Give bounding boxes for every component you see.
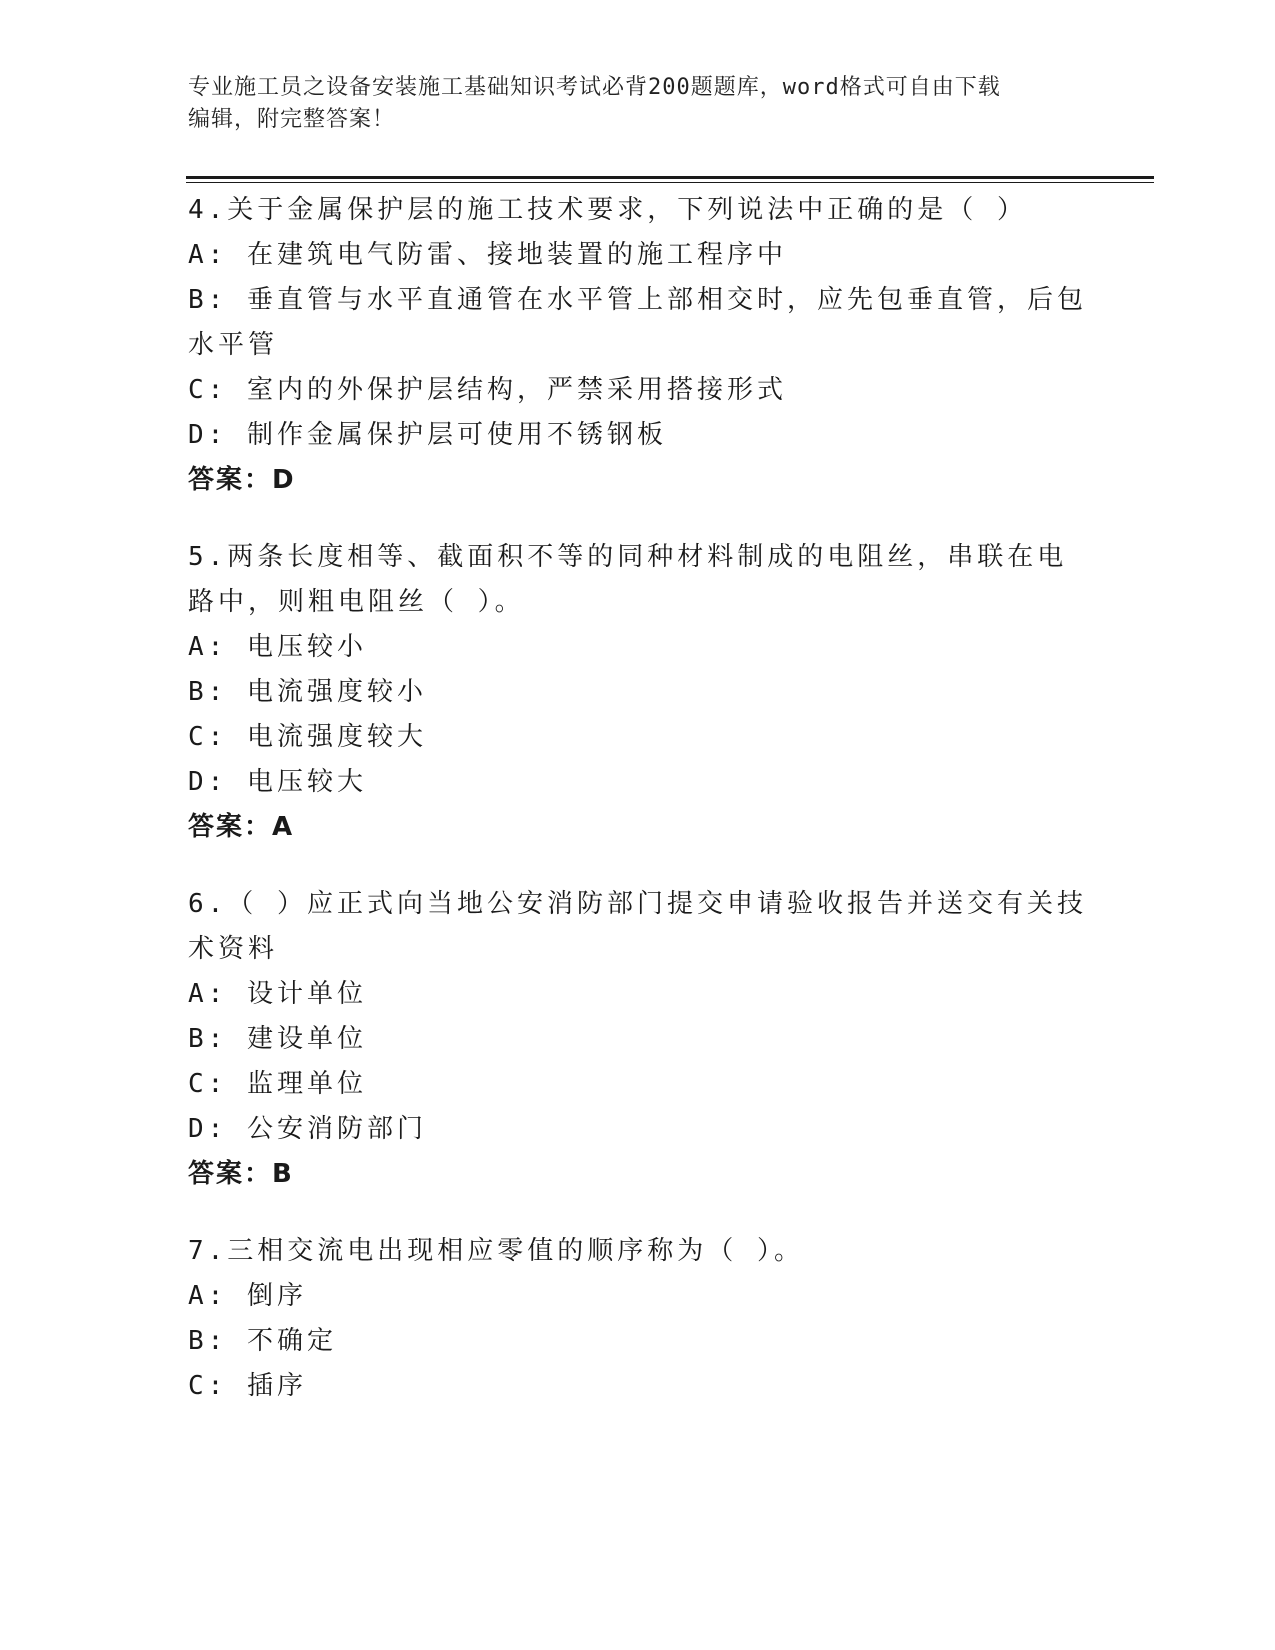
option-a: A: 电压较小 [188,632,367,662]
answer: 答案：B [188,1159,294,1189]
answer: 答案：D [188,465,296,495]
question-stem: 5.两条长度相等、截面积不等的同种材料制成的电阻丝，串联在电路中，则粗电阻丝（ ）。 [188,542,1068,617]
question-stem: 4.关于金属保护层的施工技术要求，下列说法中正确的是（ ） [188,195,1027,225]
option-b: B: 电流强度较小 [188,677,427,707]
question-stem: 7.三相交流电出现相应零值的顺序称为（ ）。 [188,1236,804,1266]
option-c: C: 插序 [188,1371,307,1401]
option-b: B: 不确定 [188,1326,337,1356]
question-6 [188,882,1088,1197]
question-7 [188,1229,1088,1409]
option-c: C: 监理单位 [188,1069,367,1099]
option-b: B: 建设单位 [188,1024,367,1054]
option-b: B: 垂直管与水平直通管在水平管上部相交时，应先包垂直管，后包水平管 [188,285,1087,360]
question-4 [188,188,1088,503]
question-stem: 6.（ ）应正式向当地公安消防部门提交申请验收报告并送交有关技术资料 [188,889,1087,964]
header-line-1: 专业施工员之设备安装施工基础知识考试必背200题题库，word格式可自由下载 [188,75,1001,100]
option-c: C: 室内的外保护层结构，严禁采用搭接形式 [188,375,787,405]
option-a: A: 设计单位 [188,979,367,1009]
option-a: A: 在建筑电气防雷、接地装置的施工程序中 [188,240,787,270]
header-line-2: 编辑，附完整答案！ [188,107,396,132]
option-d: D: 电压较大 [188,767,367,797]
question-5 [188,535,1088,850]
option-d: D: 制作金属保护层可使用不锈钢板 [188,420,667,450]
document-header [188,72,1068,136]
option-a: A: 倒序 [188,1281,307,1311]
option-d: D: 公安消防部门 [188,1114,427,1144]
question-list [188,188,1088,1441]
option-c: C: 电流强度较大 [188,722,427,752]
header-rule-thick [186,176,1154,179]
header-rule-thin [186,182,1154,183]
answer: 答案：A [188,812,295,842]
